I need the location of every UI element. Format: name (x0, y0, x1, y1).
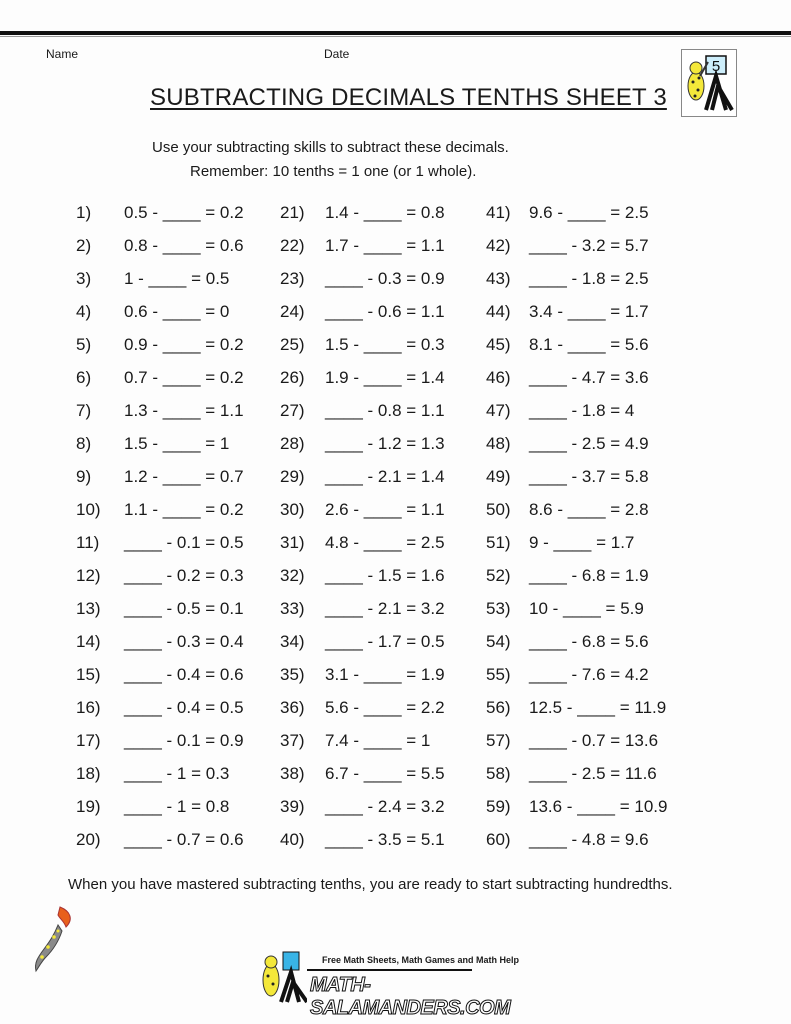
question-number: 59) (486, 797, 511, 816)
question-equation: 1.2 - ____ = 0.7 (124, 467, 244, 486)
top-rule-thin (0, 36, 791, 37)
question-equation: ____ - 1 = 0.8 (124, 797, 230, 816)
question-equation: ____ - 2.5 = 11.6 (529, 764, 657, 783)
question-number: 36) (280, 698, 305, 717)
question-number: 6) (76, 368, 92, 387)
question-number: 13) (76, 599, 101, 618)
question-number: 2) (76, 236, 92, 255)
question-number: 26) (280, 368, 305, 387)
question-number: 29) (280, 467, 305, 486)
question-number: 19) (76, 797, 101, 816)
question-number: 10) (76, 500, 101, 519)
question-equation: ____ - 1.8 = 2.5 (529, 269, 649, 288)
question-equation: 1.3 - ____ = 1.1 (124, 401, 244, 420)
question-equation: 1.9 - ____ = 1.4 (325, 368, 445, 387)
question-number: 24) (280, 302, 305, 321)
logo-tagline: Free Math Sheets, Math Games and Math Help (322, 955, 520, 965)
question-number: 32) (280, 566, 305, 585)
question-number: 3) (76, 269, 92, 288)
question-number: 4) (76, 302, 92, 321)
question-equation: ____ - 4.7 = 3.6 (529, 368, 649, 387)
question-equation: ____ - 0.7 = 13.6 (529, 731, 659, 750)
question-number: 46) (486, 368, 511, 387)
question-equation: ____ - 0.2 = 0.3 (124, 566, 244, 585)
question-equation: 8.6 - ____ = 2.8 (529, 500, 649, 519)
question-equation: ____ - 0.6 = 1.1 (325, 302, 445, 321)
question-number: 49) (486, 467, 511, 486)
question-number: 60) (486, 830, 511, 849)
instruction-line-1: Use your subtracting skills to subtract these decimals. (152, 139, 509, 156)
logo-name: MATH-SALAMANDERS.COM (310, 974, 511, 1019)
question-equation: 3.4 - ____ = 1.7 (529, 302, 649, 321)
question-number: 47) (486, 401, 511, 420)
name-label: Name (46, 47, 79, 61)
page-title: SUBTRACTING DECIMALS TENTHS SHEET 3 (150, 84, 667, 111)
question-number: 38) (280, 764, 305, 783)
grade-badge (681, 49, 737, 117)
question-equation: 0.7 - ____ = 0.2 (124, 368, 244, 387)
question-number: 55) (486, 665, 511, 684)
question-equation: ____ - 6.8 = 5.6 (529, 632, 649, 651)
question-equation: ____ - 1.7 = 0.5 (325, 632, 445, 651)
question-number: 5) (76, 335, 92, 354)
question-number: 28) (280, 434, 305, 453)
question-equation: 0.8 - ____ = 0.6 (124, 236, 244, 255)
site-logo (255, 950, 555, 1019)
question-equation: ____ - 0.8 = 1.1 (325, 401, 445, 420)
question-equation: 9.6 - ____ = 2.5 (529, 203, 649, 222)
question-equation: 0.5 - ____ = 0.2 (124, 203, 244, 222)
question-number: 44) (486, 302, 511, 321)
question-equation: ____ - 0.4 = 0.5 (124, 698, 244, 717)
question-number: 14) (76, 632, 101, 651)
question-equation: 5.6 - ____ = 2.2 (325, 698, 445, 717)
question-equation: ____ - 0.5 = 0.1 (124, 599, 244, 618)
question-equation: 0.6 - ____ = 0 (124, 302, 230, 321)
question-number: 42) (486, 236, 511, 255)
question-number: 48) (486, 434, 511, 453)
question-equation: ____ - 7.6 = 4.2 (529, 665, 649, 684)
question-number: 34) (280, 632, 305, 651)
question-number: 18) (76, 764, 101, 783)
question-equation: ____ - 0.4 = 0.6 (124, 665, 244, 684)
question-number: 11) (76, 533, 100, 552)
question-number: 25) (280, 335, 305, 354)
question-equation: 4.8 - ____ = 2.5 (325, 533, 445, 552)
question-number: 23) (280, 269, 305, 288)
question-equation: 1.1 - ____ = 0.2 (124, 500, 244, 519)
question-equation: ____ - 6.8 = 1.9 (529, 566, 649, 585)
question-number: 50) (486, 500, 511, 519)
question-equation: ____ - 2.1 = 1.4 (325, 467, 445, 486)
top-rule (0, 31, 791, 35)
question-number: 43) (486, 269, 511, 288)
question-equation: ____ - 1.5 = 1.6 (325, 566, 445, 585)
question-number: 27) (280, 401, 305, 420)
question-number: 52) (486, 566, 511, 585)
question-equation: 13.6 - ____ = 10.9 (529, 797, 668, 816)
question-equation: 12.5 - ____ = 11.9 (529, 698, 667, 717)
question-number: 7) (76, 401, 92, 420)
question-equation: ____ - 3.7 = 5.8 (529, 467, 649, 486)
question-number: 21) (280, 203, 305, 222)
grade-number: 5 (711, 58, 721, 75)
question-equation: 7.4 - ____ = 1 (325, 731, 431, 750)
question-equation: 1.4 - ____ = 0.8 (325, 203, 445, 222)
question-equation: ____ - 0.7 = 0.6 (124, 830, 244, 849)
salamander-easel-icon (682, 50, 736, 116)
question-equation: ____ - 1.8 = 4 (529, 401, 635, 420)
question-equation: ____ - 0.1 = 0.9 (124, 731, 244, 750)
question-equation: 9 - ____ = 1.7 (529, 533, 635, 552)
question-equation: 1 - ____ = 0.5 (124, 269, 230, 288)
question-equation: ____ - 2.1 = 3.2 (325, 599, 445, 618)
date-label: Date (324, 47, 350, 61)
question-number: 31) (280, 533, 305, 552)
question-number: 54) (486, 632, 511, 651)
question-equation: ____ - 0.3 = 0.4 (124, 632, 244, 651)
question-number: 41) (486, 203, 511, 222)
question-number: 12) (76, 566, 101, 585)
question-number: 40) (280, 830, 305, 849)
question-equation: 2.6 - ____ = 1.1 (325, 500, 445, 519)
question-number: 20) (76, 830, 101, 849)
question-equation: ____ - 4.8 = 9.6 (529, 830, 649, 849)
question-number: 30) (280, 500, 305, 519)
question-number: 9) (76, 467, 92, 486)
question-equation: 6.7 - ____ = 5.5 (325, 764, 445, 783)
question-number: 37) (280, 731, 305, 750)
question-number: 15) (76, 665, 101, 684)
question-equation: ____ - 1.2 = 1.3 (325, 434, 445, 453)
question-equation: 0.9 - ____ = 0.2 (124, 335, 244, 354)
question-number: 58) (486, 764, 511, 783)
question-equation: 8.1 - ____ = 5.6 (529, 335, 649, 354)
fire-salamander-icon (30, 905, 80, 975)
question-number: 57) (486, 731, 511, 750)
question-equation: 1.7 - ____ = 1.1 (325, 236, 445, 255)
logo-rule (307, 969, 472, 971)
question-equation: ____ - 3.5 = 5.1 (325, 830, 445, 849)
question-equation: 10 - ____ = 5.9 (529, 599, 644, 618)
question-equation: ____ - 2.5 = 4.9 (529, 434, 649, 453)
question-equation: 1.5 - ____ = 1 (124, 434, 230, 453)
question-equation: ____ - 0.3 = 0.9 (325, 269, 445, 288)
question-number: 51) (486, 533, 511, 552)
salamander-easel-logo-icon (255, 950, 307, 1004)
question-number: 53) (486, 599, 511, 618)
question-equation: ____ - 0.1 = 0.5 (124, 533, 244, 552)
question-equation: ____ - 2.4 = 3.2 (325, 797, 445, 816)
instruction-line-2: Remember: 10 tenths = 1 one (or 1 whole). (190, 163, 477, 180)
question-number: 17) (76, 731, 101, 750)
question-number: 16) (76, 698, 101, 717)
question-number: 1) (76, 203, 92, 222)
question-equation: 1.5 - ____ = 0.3 (325, 335, 445, 354)
question-number: 39) (280, 797, 305, 816)
question-number: 22) (280, 236, 305, 255)
question-equation: ____ - 3.2 = 5.7 (529, 236, 649, 255)
footer-message: When you have mastered subtracting tenths, you are ready to start subtracting hundredths. (68, 876, 673, 893)
question-number: 56) (486, 698, 511, 717)
question-equation: 3.1 - ____ = 1.9 (325, 665, 445, 684)
question-number: 33) (280, 599, 305, 618)
question-equation: ____ - 1 = 0.3 (124, 764, 230, 783)
question-number: 45) (486, 335, 511, 354)
question-number: 8) (76, 434, 92, 453)
question-number: 35) (280, 665, 305, 684)
